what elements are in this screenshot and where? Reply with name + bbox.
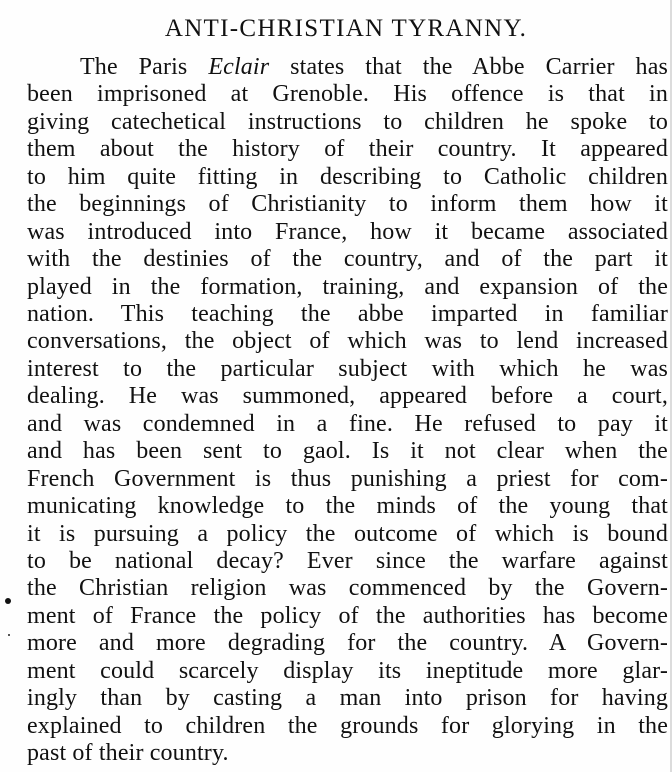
newspaper-name-italic: Eclair — [208, 54, 270, 80]
article-line-7: was introduced into France, how it became associated — [27, 218, 668, 245]
line-1-text-after: states that the Abbe Carrier has — [269, 54, 668, 80]
article-line-16: French Government is thus punishing a priest for com- — [27, 465, 668, 492]
article-line-14: and was condemned in a fine. He refused to pay it — [27, 410, 668, 437]
line-1-text-before: The Paris — [80, 54, 209, 80]
article-line-2: been imprisoned at Grenoble. His offence is that in — [27, 81, 668, 108]
article-headline: ANTI-CHRISTIAN TYRANNY. — [164, 15, 528, 42]
article-line-4: them about the history of their country. It appeared — [27, 136, 668, 163]
article-line-25: explained to children the grounds for glorying in the — [27, 712, 668, 739]
article-line-20: the Christian religion was commenced by the Govern- — [27, 575, 668, 602]
article-line-18: it is pursuing a policy the outcome of which is bound — [27, 520, 668, 547]
article-line-5: to him quite fitting in describing to Catholic children — [27, 163, 668, 190]
article-line-19: to be national decay? Ever since the warfare against — [27, 547, 668, 574]
article-line-10: nation. This teaching the abbe imparted in familiar — [27, 301, 668, 327]
article-line-8: with the destinies of the country, and of the part it — [27, 246, 668, 273]
article-line-6: the beginnings of Christianity to inform them how it — [27, 191, 668, 218]
margin-ink-speck — [8, 634, 10, 636]
article-line-3: giving catechetical instructions to children he spoke to — [27, 108, 668, 135]
margin-ink-dot — [5, 598, 11, 604]
article-line-23: ment could scarcely display its ineptitude more glar- — [27, 657, 668, 684]
article-line-21: ment of France the policy of the authorities has become — [27, 602, 668, 629]
article-line-15: and has been sent to gaol. Is it not clear when the — [27, 438, 668, 465]
article-line-12: interest to the particular subject with which he was — [27, 355, 668, 382]
article-line-24: ingly than by casting a man into prison for having — [27, 685, 668, 712]
article-line-22: more and more degrading for the country. A Govern- — [27, 630, 668, 657]
article-line-13: dealing. He was summoned, appeared before a court, — [27, 383, 668, 410]
article-line-9: played in the formation, training, and expansion of the — [27, 273, 668, 300]
article-line-1 — [80, 52, 668, 83]
article-line-26: past of their country. — [27, 740, 229, 766]
article-line-11: conversations, the object of which was to lend increased — [27, 328, 668, 355]
article-line-17: municating knowledge to the minds of the young that — [27, 493, 668, 519]
